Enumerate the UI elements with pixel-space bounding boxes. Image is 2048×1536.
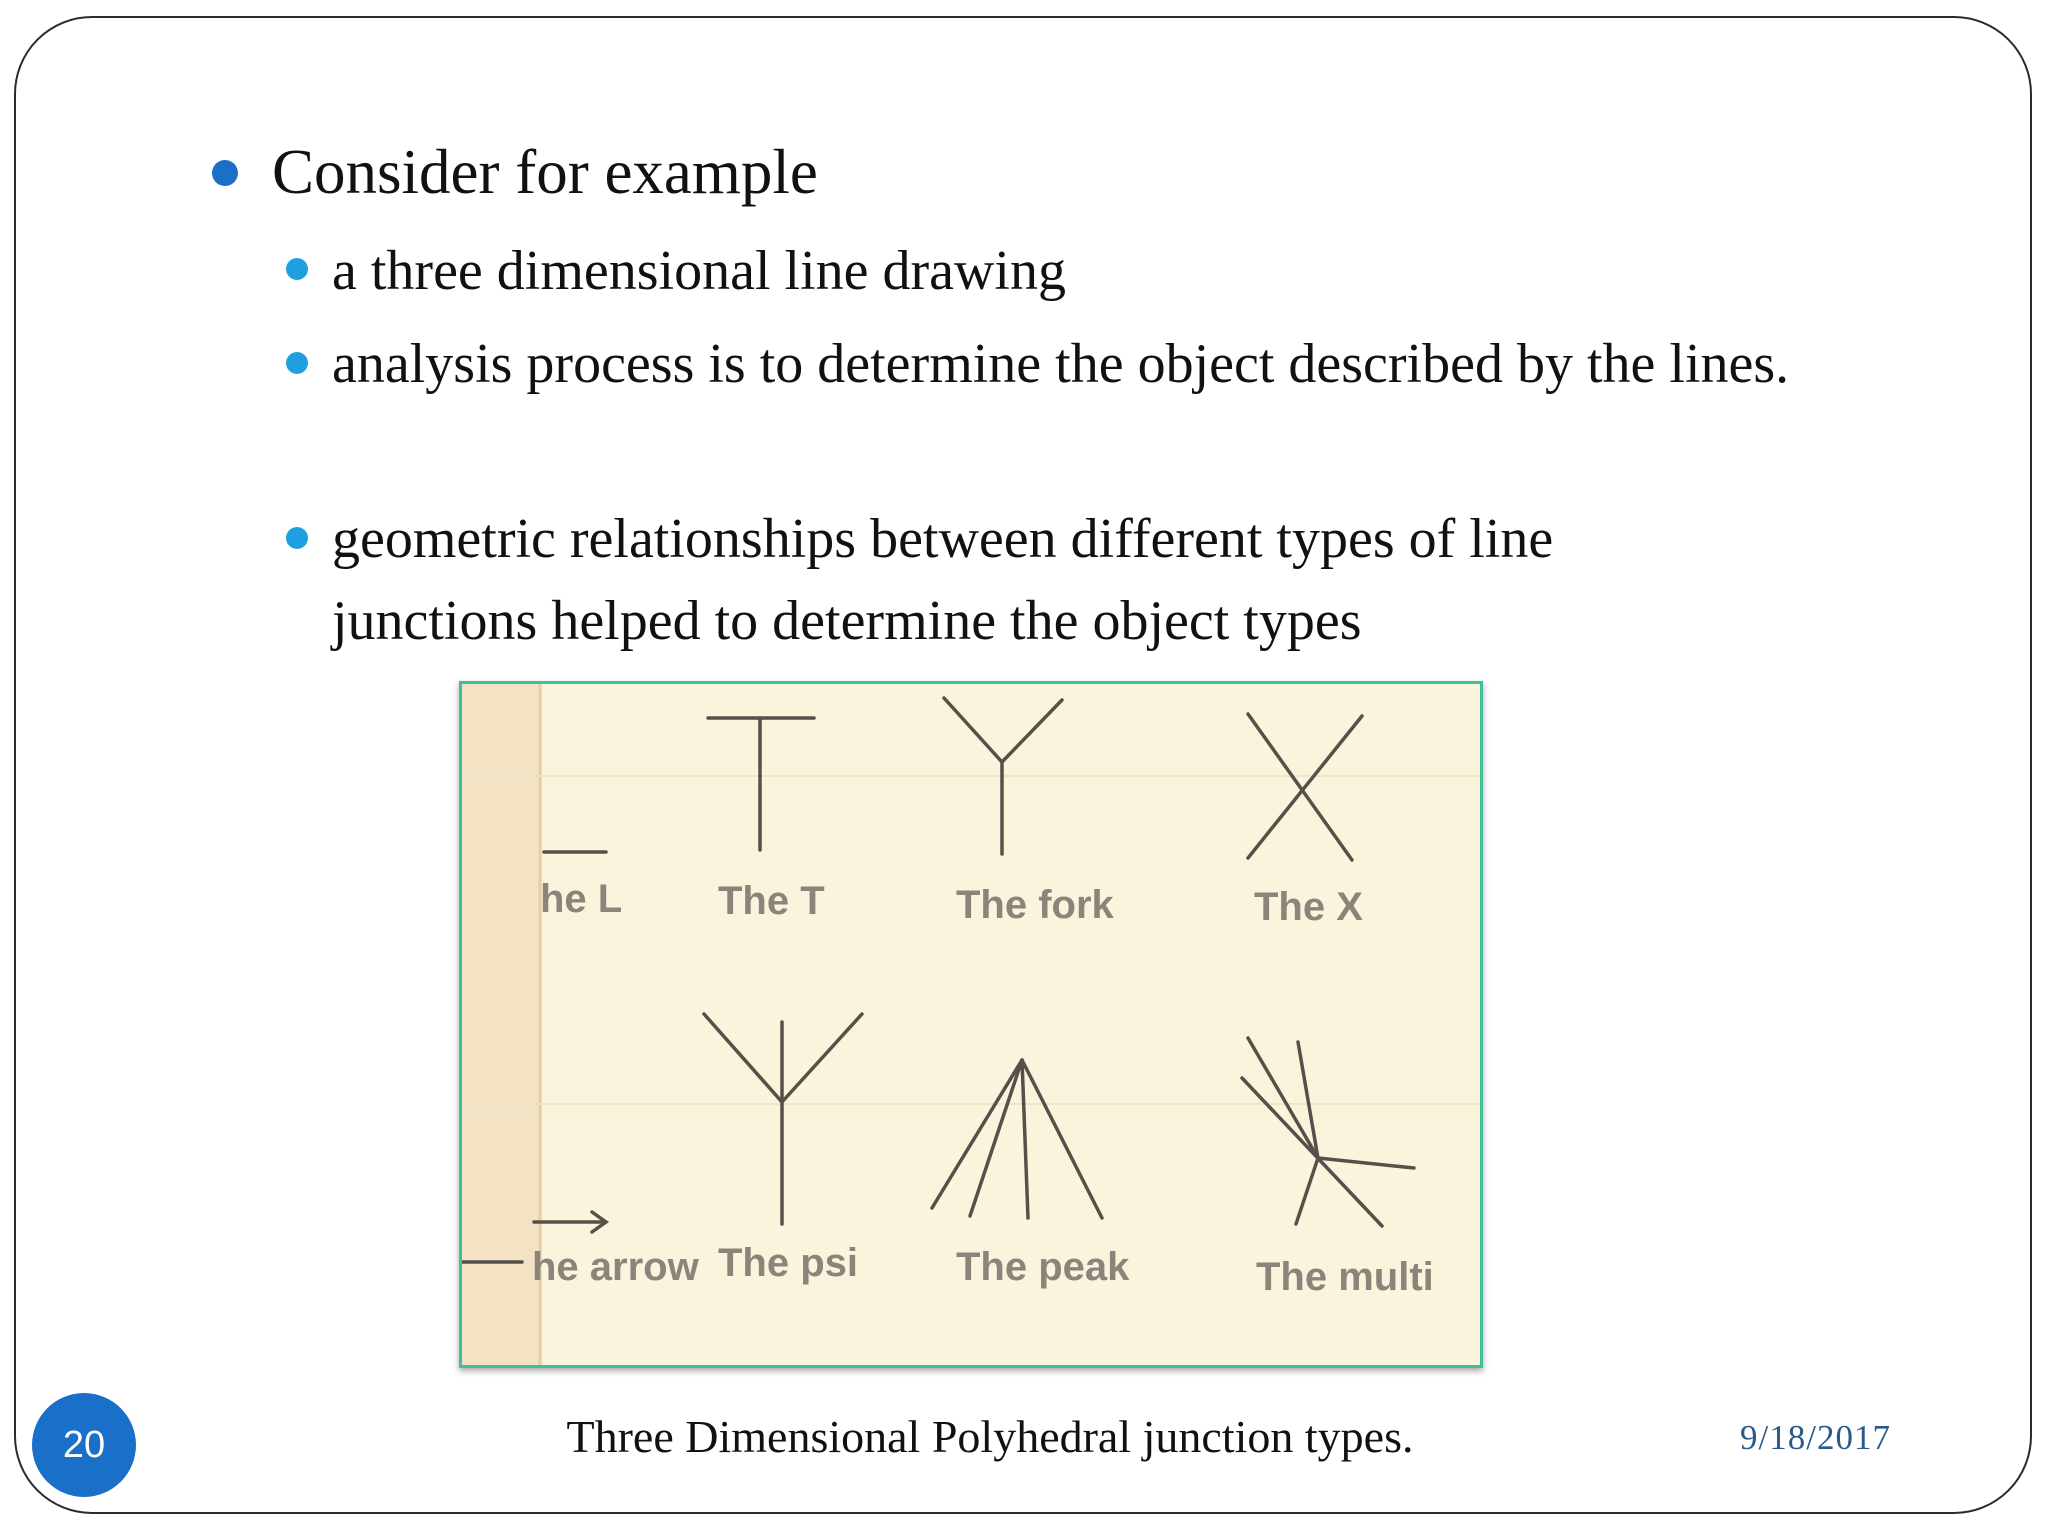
figure-caption: Three Dimensional Polyhedral junction types. <box>566 1411 1414 1462</box>
label-arrow: he arrow <box>532 1245 699 1289</box>
label-peak: The peak <box>956 1245 1130 1289</box>
x-junction-icon <box>1248 714 1362 860</box>
sub-bullet-text-1: a three dimensional line drawing <box>332 240 1066 302</box>
sub-bullet-dot-icon <box>286 258 308 280</box>
sub-bullet-text-3: geometric relationships between different types of line junctions helped to determine the object types <box>332 508 1554 652</box>
bullet-dot-icon <box>212 160 238 186</box>
label-psi: The psi <box>718 1241 859 1285</box>
label-multi: The multi <box>1256 1255 1434 1299</box>
sub-bullet-dot-icon <box>286 527 308 549</box>
label-x: The X <box>1254 885 1363 929</box>
psi-junction-icon <box>704 1014 862 1224</box>
label-t: The T <box>718 879 825 923</box>
page-number: 20 <box>62 1423 106 1466</box>
junction-drawing <box>462 684 1480 1365</box>
sub-bullet-text-2: analysis process is to determine the object described by the lines. <box>332 333 1790 395</box>
t-junction-icon <box>708 718 814 850</box>
main-bullet-text: Consider for example <box>272 137 818 207</box>
slide-date: 9/18/2017 <box>1740 1418 1891 1457</box>
multi-junction-icon <box>1242 1038 1414 1226</box>
label-fork: The fork <box>956 883 1114 927</box>
sub-bullet-dot-icon <box>286 352 308 374</box>
label-l: he L <box>540 877 623 921</box>
page-number-badge <box>32 1393 136 1497</box>
peak-junction-icon <box>932 1060 1102 1218</box>
junction-types-figure <box>459 681 1483 1368</box>
